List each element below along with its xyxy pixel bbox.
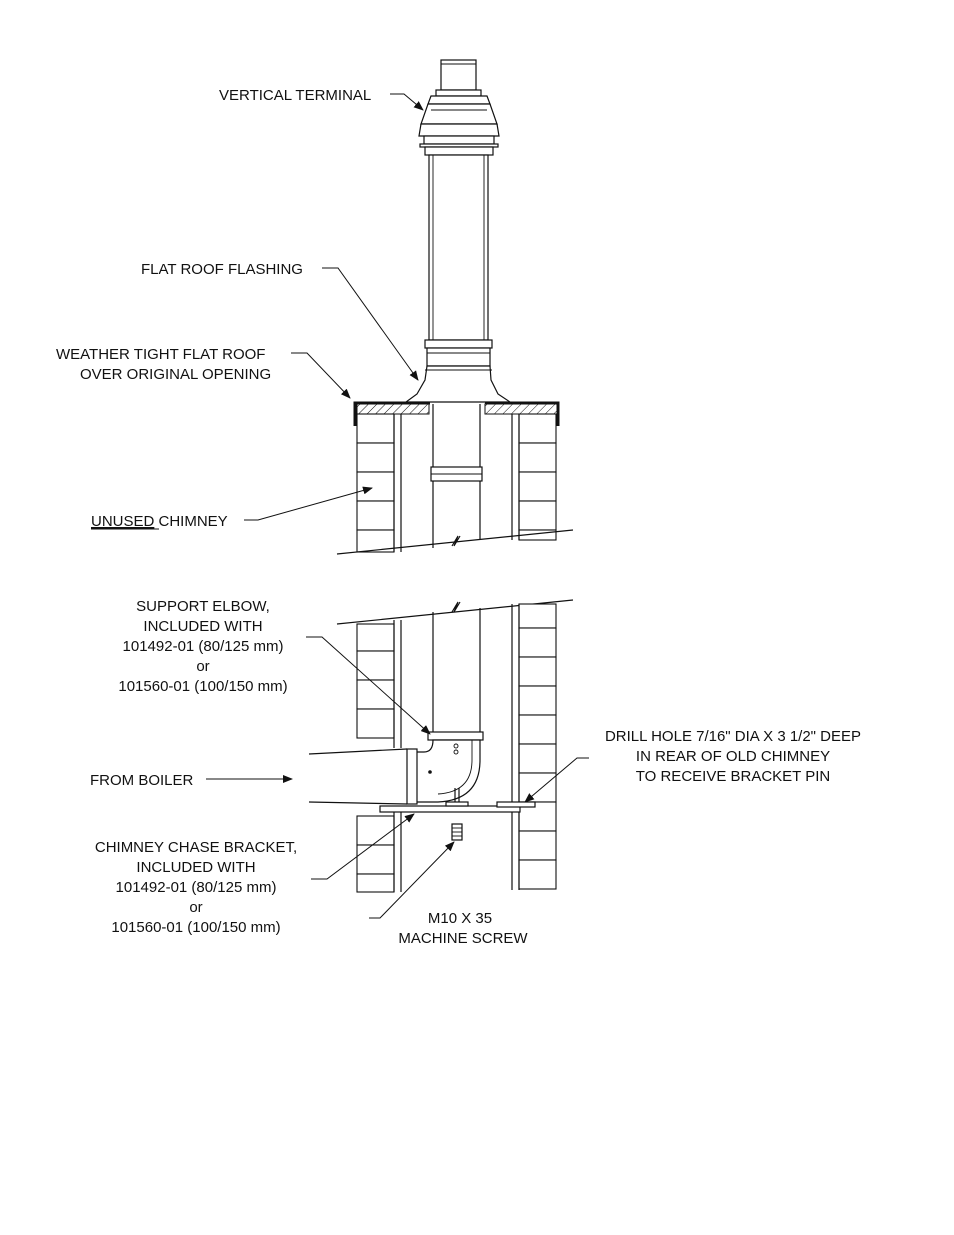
vertical-terminal	[419, 60, 499, 155]
support-elbow	[407, 732, 483, 804]
label-vertical-terminal: VERTICAL TERMINAL	[219, 87, 372, 104]
label-support-elbow-line5: 101560-01 (100/150 mm)	[118, 678, 288, 695]
label-weather-tight-line1: WEATHER TIGHT FLAT ROOF	[56, 346, 266, 363]
label-support-elbow-line2: INCLUDED WITH	[143, 618, 263, 635]
label-drill-hole-line1: DRILL HOLE 7/16" DIA X 3 1/2" DEEP	[604, 728, 862, 745]
label-flat-roof-flashing: FLAT ROOF FLASHING	[141, 261, 303, 278]
label-bracket-line4: or	[189, 899, 203, 916]
label-support-elbow-line4: or	[196, 658, 210, 675]
flat-roof-flashing	[406, 366, 510, 402]
chimney-upper-section	[337, 404, 573, 554]
label-bracket-line1: CHIMNEY CHASE BRACKET,	[94, 839, 298, 856]
label-unused-word: UNUSED	[91, 513, 155, 530]
label-support-elbow-line1: SUPPORT ELBOW,	[136, 598, 270, 615]
label-bracket-line3: 101492-01 (80/125 mm)	[115, 879, 277, 896]
label-bracket-line5: 101560-01 (100/150 mm)	[111, 919, 281, 936]
label-screw-line2: MACHINE SCREW	[398, 930, 528, 947]
label-weather-tight-line2: OVER ORIGINAL OPENING	[80, 366, 272, 383]
label-bracket-line2: INCLUDED WITH	[136, 859, 256, 876]
vertical-vent-pipe	[425, 155, 492, 366]
label-support-elbow-line3: 101492-01 (80/125 mm)	[122, 638, 284, 655]
label-drill-hole-line2: IN REAR OF OLD CHIMNEY	[635, 748, 831, 765]
label-unused-chimney	[91, 513, 228, 530]
boiler-connection-pipe	[309, 749, 407, 804]
label-screw-line1: M10 X 35	[427, 910, 493, 927]
label-chimney-word: CHIMNEY	[154, 513, 228, 530]
label-from-boiler: FROM BOILER	[90, 772, 194, 789]
label-drill-hole-line3: TO RECEIVE BRACKET PIN	[635, 768, 831, 785]
